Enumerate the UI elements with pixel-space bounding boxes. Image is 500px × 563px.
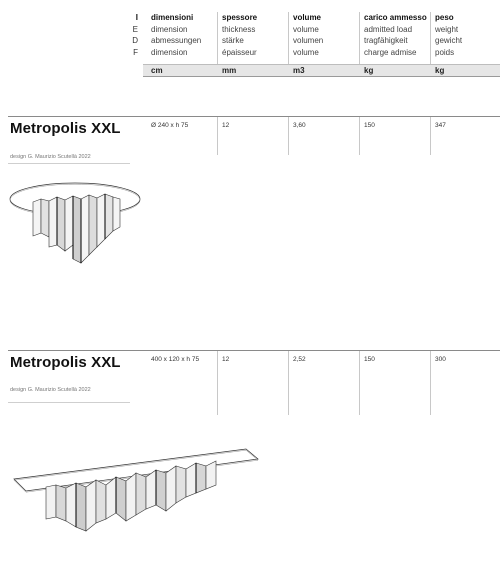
column-divider [430, 351, 431, 415]
header-label: gewicht [435, 36, 463, 45]
unit-label: kg [435, 66, 445, 75]
units-row [143, 64, 500, 77]
header-label: dimensioni [151, 13, 194, 22]
value-volume: 2,52 [293, 356, 306, 363]
unit-label: m3 [293, 66, 305, 75]
column-divider [217, 351, 218, 415]
header-label: tragfähigkeit [364, 36, 408, 45]
rectangular-table-drawing [8, 435, 268, 545]
column-divider [217, 12, 218, 64]
column-divider [430, 12, 431, 64]
header-label: volume [293, 24, 319, 34]
header-label: épaisseur [222, 47, 257, 57]
header-weight [435, 12, 462, 58]
round-table-drawing [5, 175, 145, 270]
value-thickness: 12 [222, 122, 230, 129]
header-thickness [222, 12, 257, 58]
column-divider [288, 117, 289, 155]
header-dimensions [151, 12, 201, 58]
column-divider [288, 351, 289, 415]
language-code: D [132, 36, 138, 45]
header-label: thickness [222, 24, 256, 34]
designer-rule [8, 402, 130, 403]
product-name: Metropolis XXL [10, 354, 121, 371]
unit-label: mm [222, 66, 237, 75]
column-divider [359, 351, 360, 415]
header-label: abmessungen [151, 36, 202, 45]
unit-label: kg [364, 66, 374, 75]
header-label: volume [293, 13, 322, 22]
language-code: F [133, 47, 138, 57]
header-label: stärke [222, 36, 244, 45]
language-code: E [132, 24, 138, 34]
header-label: spessore [222, 13, 258, 22]
header-label: weight [435, 24, 459, 34]
header-label: charge admise [364, 47, 417, 57]
value-admitted-load: 150 [364, 122, 375, 129]
designer-credit: design G. Maurizio Scutellà 2022 [10, 154, 91, 160]
language-column [126, 12, 138, 58]
value-thickness: 12 [222, 356, 230, 363]
value-volume: 3,60 [293, 122, 306, 129]
header-label: dimension [151, 47, 188, 57]
row-top-rule [8, 116, 500, 117]
unit-label: cm [151, 66, 163, 75]
header-label: dimension [151, 24, 188, 34]
value-dimensions: Ø 240 x h 75 [151, 122, 189, 129]
header-label: admitted load [364, 24, 413, 34]
spec-table-header [0, 12, 500, 62]
header-label: volume [293, 47, 319, 57]
header-admitted-load [364, 12, 427, 58]
value-weight: 347 [435, 122, 446, 129]
row-top-rule [8, 350, 500, 351]
value-dimensions: 400 x 120 x h 75 [151, 356, 200, 363]
product-name: Metropolis XXL [10, 120, 121, 137]
header-volume [293, 12, 323, 58]
column-divider [359, 12, 360, 64]
value-admitted-load: 150 [364, 356, 375, 363]
column-divider [430, 117, 431, 155]
header-label: peso [435, 13, 454, 22]
column-divider [359, 117, 360, 155]
column-divider [288, 12, 289, 64]
header-label: poids [435, 47, 455, 57]
language-code: I [135, 13, 138, 22]
value-weight: 300 [435, 356, 446, 363]
header-label: volumen [293, 36, 324, 45]
designer-rule [8, 163, 130, 164]
designer-credit: design G. Maurizio Scutellà 2022 [10, 387, 91, 393]
header-label: carico ammesso [364, 13, 427, 22]
column-divider [217, 117, 218, 155]
